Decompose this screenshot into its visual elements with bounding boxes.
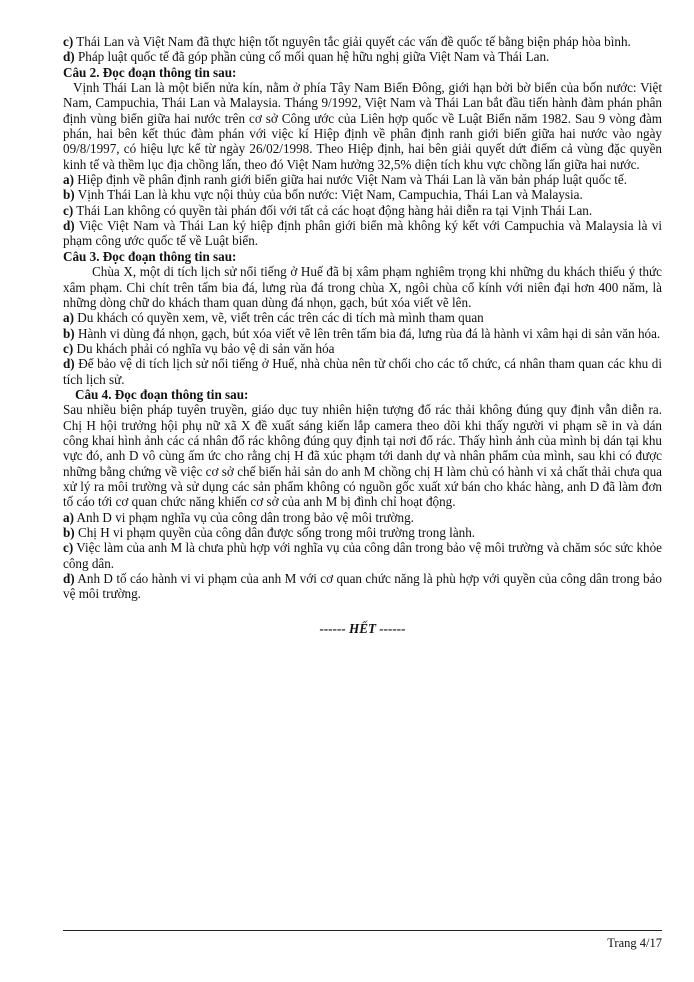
item-letter: b) [63,325,75,341]
question-4-item-d [63,571,662,602]
item-letter: c) [63,202,74,218]
item-text: Du khách phải có nghĩa vụ bảo vệ di sản văn hóa [73,340,335,356]
item-text: Thái Lan và Việt Nam đã thực hiện tốt nguyên tắc giải quyết các vấn đề quốc tế bằng biện pháp hòa bình. [73,34,631,49]
item-letter: c) [63,340,74,356]
item-letter: b) [63,187,75,203]
item-text: Pháp luật quốc tế đã góp phần củng cố mối quan hệ hữu nghị giữa Việt Nam và Thái Lan. [74,49,550,65]
item-text: Để bảo vệ di tích lịch sử nổi tiếng ở Huế, nhà chùa nên từ chối cho các tổ chức, cá nhân tham quan các khu di tích lịch sử. [63,356,662,387]
page-number: Trang 4/17 [607,936,662,950]
item-text: Thái Lan không có quyền tài phán đối với tất cả các hoạt động hàng hải diễn ra tại Vịnh Thái Lan. [73,202,593,218]
item-letter: d) [63,571,75,587]
question-3-item-b [63,326,662,341]
item-text: Anh D vi phạm nghĩa vụ của công dân trong bảo vệ môi trường. [73,509,414,525]
question-4-item-b [63,525,662,540]
question-4-item-a [63,510,662,525]
item-c [63,34,662,49]
item-text: Hiệp định về phân định ranh giới biển giữa hai nước Việt Nam và Thái Lan là văn bản pháp luật quốc tế. [73,172,628,188]
item-letter: b) [63,525,75,540]
question-4-title: Câu 4. Đọc đoạn thông tin sau: [75,386,249,402]
question-4-passage: Sau nhiều biện pháp tuyên truyền, giáo dục tuy nhiên hiện tượng đổ rác thải không đúng quy định vẫn diễn ra. Chị H hội trưởng hội phụ nữ xã X đề xuất sáng kiến lắp camera theo dõi khi thấy người vi phạm sẽ in và dán công khai hình ảnh các cá nhân đổ rác không đúng quy định tại nơi đổ rác. Thấy hình ảnh của mình bị dán tại khu vực đó, anh D vô cùng ấm ức cho rằng chị H đã xúc phạm tới danh dự và nhân phẩm của mình, sau khi có được những bằng chứng về việc cơ sở chế biến hải sản do anh M chồng chị H làm chủ có hành vi xả chất thải chưa qua xử lý ra môi trường và sử dụng các sản phẩm không có nguồn gốc xuất xứ bán cho khác hàng, anh D đã làm đơn tố cáo tới cơ quan chức năng khiến cơ sở của anh M bị đình chỉ hoạt động. [63,402,662,510]
question-2-passage: Vịnh Thái Lan là một biển nửa kín, nằm ở phía Tây Nam Biển Đông, giới hạn bởi bờ biển của bốn nước: Việt Nam, Campuchia, Thái Lan và Malaysia. Tháng 9/1992, Việt Nam và Thái Lan bắt đầu tiến hành đàm phán phân định vùng biển giữa hai nước trên cơ sở Công ước của Liên hợp quốc về Luật Biển năm 1982. Sau 9 vòng đàm phán, hai bên kết thúc đàm phán với việc kí Hiệp định về phân định ranh giới biển giữa hai nước vào ngày 09/8/1997, có hiệu lực kể từ ngày 26/02/1998. Theo Hiệp định, hai bên giải quyết dứt điểm cả vùng đặc quyền kinh tế và thềm lục địa chồng lấn, theo đó Việt Nam hưởng 32,5% diện tích khu vực chồng lấn giữa hai nước. [63,80,662,172]
question-3-passage: Chùa X, một di tích lịch sử nổi tiếng ở Huế đã bị xâm phạm nghiêm trọng khi những du khách thiếu ý thức xâm phạm. Chi chít trên tấm bia đá, lưng rùa đá trong chùa X, ngôi chùa cổ kính với niên đại hơn 400 năm, là những dòng chữ do khách tham quan dùng đá nhọn, gạch, bút xóa viết vẽ lên. [63,264,662,310]
end-marker: ------ HẾT ------ [319,620,406,636]
question-2-item-c [63,203,662,218]
question-3-item-c [63,341,662,356]
item-letter: c) [63,34,74,49]
question-3-item-a [63,310,662,325]
item-letter: a) [63,310,74,326]
item-text: Hành vi dùng đá nhọn, gạch, bút xóa viết vẽ lên trên tấm bia đá, lưng rùa đá là hành vi xâm hại di sản văn hóa. [74,325,661,341]
footer-divider [63,930,662,931]
question-4-item-c [63,540,662,571]
item-letter: d) [63,356,75,372]
question-2-item-b [63,187,662,202]
item-letter: d) [63,49,75,65]
item-text: Du khách có quyền xem, vẽ, viết trên các trên các di tích mà mình tham quan [73,310,484,326]
item-text: Vịnh Thái Lan là khu vực nội thủy của bốn nước: Việt Nam, Campuchia, Thái Lan và Malaysia. [74,187,583,203]
document-body [63,34,662,636]
question-3-item-d [63,356,662,387]
question-2-item-d [63,218,662,249]
item-text: Việc Việt Nam và Thái Lan ký hiệp định phân giới biển mà không ký kết với Campuchia và Malaysia là vi phạm công ước quốc tế về Luật biển. [63,218,662,249]
item-text: Chị H vi phạm quyền của công dân được sống trong môi trường trong lành. [74,525,476,540]
item-letter: a) [63,172,74,188]
item-text: Việc làm của anh M là chưa phù hợp với nghĩa vụ của công dân trong bảo vệ môi trường và chăm sóc sức khỏe công dân. [63,540,662,571]
item-letter: a) [63,509,74,525]
item-text: Anh D tố cáo hành vi vi phạm của anh M với cơ quan chức năng là phù hợp với quyền của công dân trong bảo vệ môi trường. [63,571,662,602]
question-2-title: Câu 2. Đọc đoạn thông tin sau: [63,64,237,80]
item-d [63,49,662,64]
question-3-title: Câu 3. Đọc đoạn thông tin sau: [63,248,237,264]
item-letter: d) [63,218,75,234]
item-letter: c) [63,540,74,556]
question-2-item-a [63,172,662,187]
